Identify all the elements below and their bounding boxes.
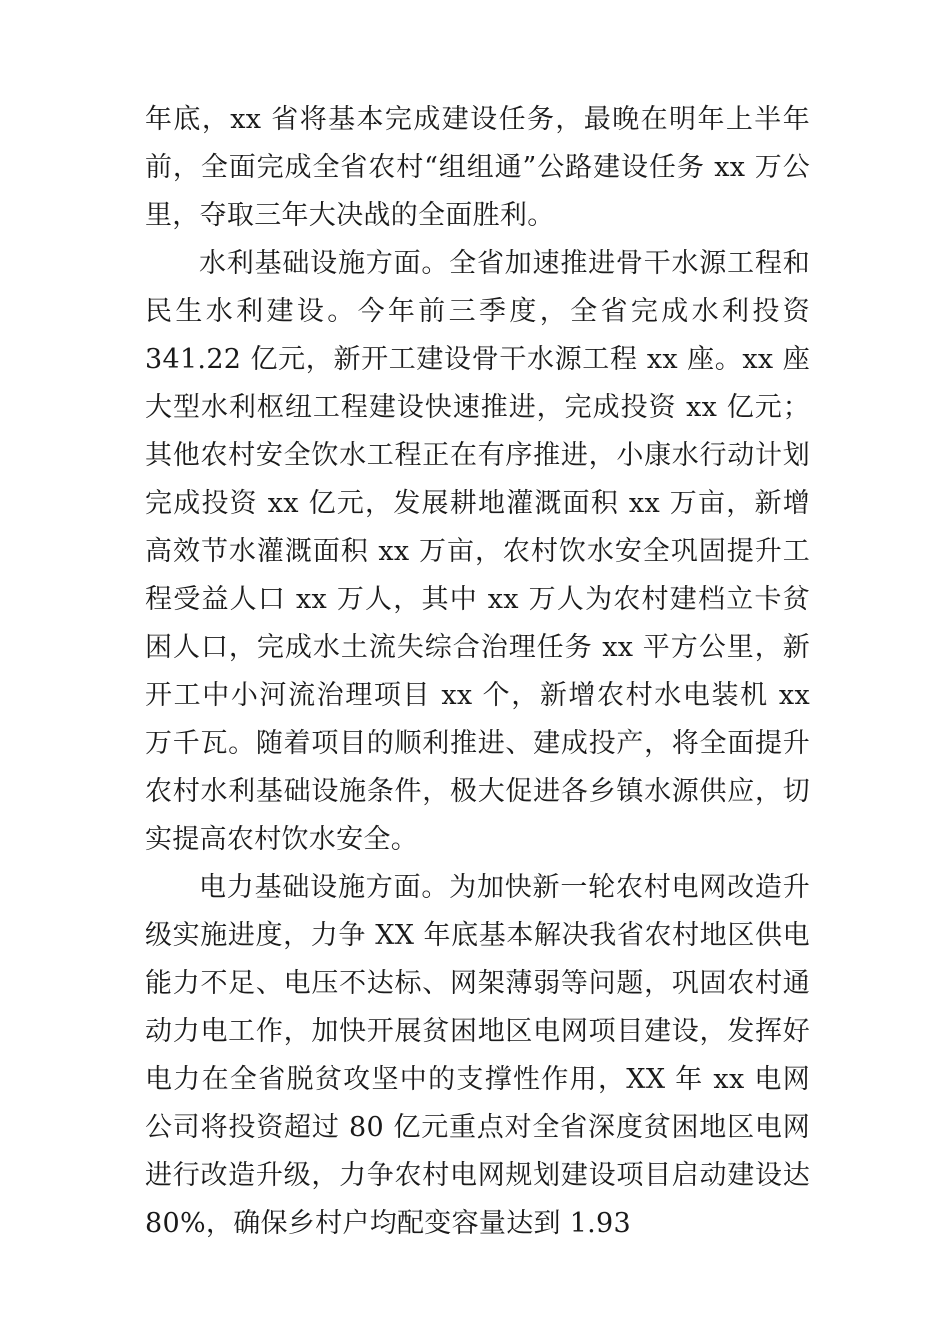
paragraph-power-infrastructure: 电力基础设施方面。为加快新一轮农村电网改造升级实施进度，力争 XX 年底基本解决我省农村地区供电能力不足、电压不达标、网架薄弱等问题，巩固农村通动力电工作，加快开展贫困地区电网项目建设，发挥好电力在全省脱贫攻坚中的支撑性作用，XX 年 xx 电网公司将投资超过 80 亿元重点对全省深度贫困地区电网进行改造升级，力争农村电网规划建设项目启动建设达 80%，确保乡村户均配变容量达到 1.93 [145,872,810,1239]
paragraph-water-infrastructure: 水利基础设施方面。全省加速推进骨干水源工程和民生水利建设。今年前三季度，全省完成水利投资 341.22 亿元，新开工建设骨干水源工程 xx 座。xx 座大型水利枢纽工程建设快速推进，完成投资 xx 亿元；其他农村安全饮水工程正在有序推进，小康水行动计划完成投资 xx 亿元，发展耕地灌溉面积 xx 万亩，新增高效节水灌溉面积 xx 万亩，农村饮水安全巩固提升工程受益人口 xx 万人，其中 xx 万人为农村建档立卡贫困人口，完成水土流失综合治理任务 xx 平方公里，新开工中小河流治理项目 xx 个，新增农村水电装机 xx 万千瓦。随着项目的顺利推进、建成投产，将全面提升农村水利基础设施条件，极大促进各乡镇水源供应，切实提高农村饮水安全。 [145,248,810,855]
document-body [145,96,810,1248]
paragraph-road-construction: 年底，xx 省将基本完成建设任务，最晚在明年上半年前，全面完成全省农村“组组通”公路建设任务 xx 万公里，夺取三年大决战的全面胜利。 [145,104,810,231]
